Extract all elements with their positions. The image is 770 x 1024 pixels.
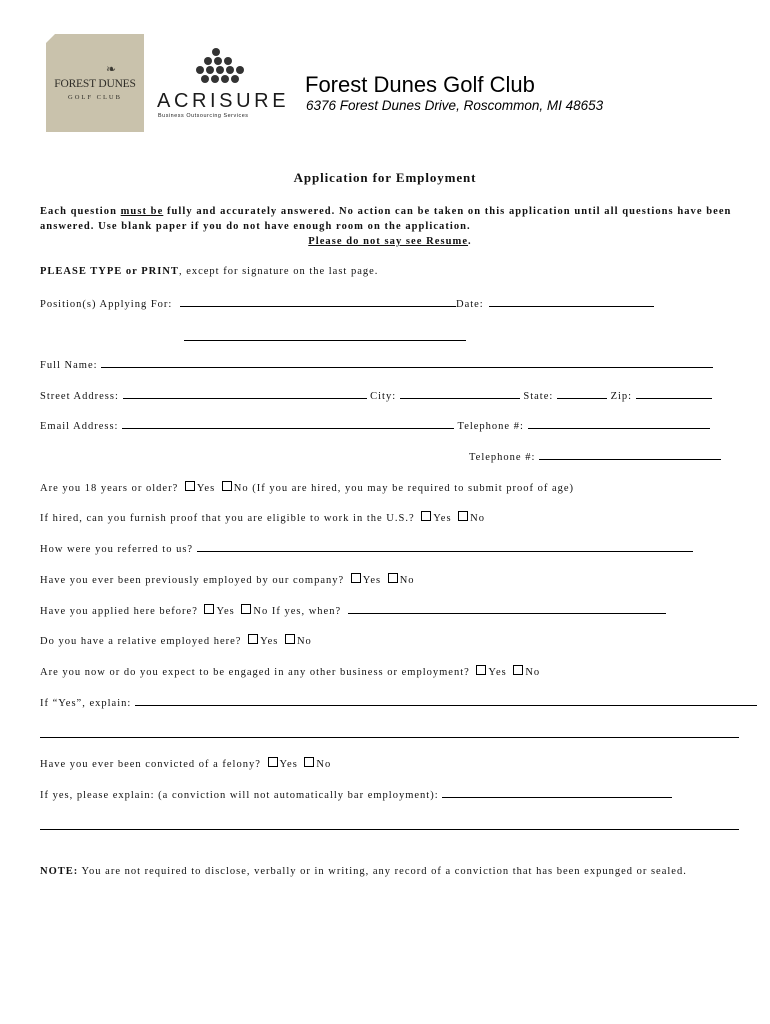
applied-when-label: If yes, when? [271, 606, 342, 617]
yes-label: Yes [279, 759, 298, 770]
city-label: City: [370, 391, 397, 402]
referred-field[interactable] [197, 542, 693, 552]
acrisure-logo [152, 46, 290, 122]
felony-question-text: Have you ever been convicted of a felony? [40, 759, 261, 770]
forest-dunes-logo [46, 34, 144, 132]
zip-label: Zip: [610, 391, 633, 402]
position-row [40, 297, 654, 310]
no-label: No [470, 513, 486, 524]
eligible-question-text: If hired, can you furnish proof that you are eligible to work in the U.S.? [40, 513, 415, 524]
acrisure-wordmark: ACRISURE [157, 90, 290, 112]
fullname-row [40, 358, 713, 371]
instructions-paragraph [40, 204, 740, 249]
date-label: Date: [455, 299, 484, 310]
street-label: Street Address: [40, 391, 119, 402]
intro-period: . [468, 236, 472, 247]
felony-explain-label: If yes, please explain: (a conviction will not automatically bar employment): [40, 790, 439, 801]
no-label: No [399, 575, 415, 586]
applied-question-text: Have you applied here before? [40, 606, 198, 617]
applied-when-field[interactable] [348, 604, 666, 614]
deer-icon: ❧ [106, 62, 117, 76]
resume-notice: Please do not say see Resume [308, 236, 469, 247]
relative-question [40, 634, 312, 647]
email-field[interactable] [122, 419, 454, 429]
yes-label: Yes [362, 575, 382, 586]
applied-before-question [40, 604, 666, 617]
previous-yes-checkbox[interactable] [351, 573, 361, 583]
no-label: No [296, 636, 312, 647]
felony-explain-row [40, 788, 672, 801]
position-label: Position(s) Applying For: [40, 299, 173, 310]
age-question [40, 481, 574, 494]
position-field-2[interactable] [184, 340, 466, 341]
age-yes-checkbox[interactable] [185, 481, 195, 491]
note-label: NOTE: [40, 866, 79, 877]
age-question-text: Are you 18 years or older? [40, 483, 179, 494]
print-instruction [40, 266, 378, 277]
forest-dunes-logo-line2: GOLF CLUB [68, 94, 122, 101]
age-note: (If you are hired, you may be required to submit proof of age) [252, 483, 575, 494]
previous-question-text: Have you ever been previously employed by our company? [40, 575, 345, 586]
telephone-label: Telephone #: [457, 421, 524, 432]
age-no-checkbox[interactable] [222, 481, 232, 491]
no-label: No [233, 483, 249, 494]
referred-question [40, 542, 693, 555]
yes-label: Yes [433, 513, 452, 524]
other-business-question [40, 665, 540, 678]
relative-no-checkbox[interactable] [285, 634, 295, 644]
date-field[interactable] [489, 297, 654, 307]
felony-explain-field-2[interactable] [40, 829, 739, 830]
state-label: State: [523, 391, 554, 402]
telephone2-label: Telephone #: [469, 452, 536, 463]
explain-label: If “Yes”, explain: [40, 698, 132, 709]
felony-question [40, 757, 331, 770]
no-label: No [253, 606, 269, 617]
yes-label: Yes [260, 636, 279, 647]
forest-dunes-logo-line1: FOREST DUNES [54, 78, 136, 90]
email-label: Email Address: [40, 421, 119, 432]
eligible-no-checkbox[interactable] [458, 511, 468, 521]
yes-label: Yes [216, 606, 235, 617]
club-name: Forest Dunes Golf Club [305, 72, 535, 97]
print-rest: , except for signature on the last page. [178, 266, 379, 277]
relative-yes-checkbox[interactable] [248, 634, 258, 644]
street-field[interactable] [123, 389, 367, 399]
felony-yes-checkbox[interactable] [268, 757, 278, 767]
acrisure-tagline: Business Outsourcing Services [158, 113, 249, 119]
previous-employment-question [40, 573, 415, 586]
zip-field[interactable] [636, 389, 712, 399]
email-row [40, 419, 710, 432]
note-text: You are not required to disclose, verbally or in writing, any record of a conviction that has been expunged or sealed. [78, 866, 687, 877]
relative-question-text: Do you have a relative employed here? [40, 636, 242, 647]
fullname-label: Full Name: [40, 360, 98, 371]
yes-label: Yes [196, 483, 216, 494]
print-bold: PLEASE TYPE or PRINT [40, 266, 179, 277]
no-label: No [525, 667, 541, 678]
other-no-checkbox[interactable] [513, 665, 523, 675]
other-yes-checkbox[interactable] [476, 665, 486, 675]
city-field[interactable] [400, 389, 520, 399]
yes-label: Yes [488, 667, 507, 678]
eligible-yes-checkbox[interactable] [421, 511, 431, 521]
intro-text: Each question [40, 206, 121, 217]
address-row [40, 389, 712, 402]
club-address: 6376 Forest Dunes Drive, Roscommon, MI 48653 [306, 98, 604, 113]
explain-field-2[interactable] [40, 737, 739, 738]
applied-no-checkbox[interactable] [241, 604, 251, 614]
fullname-field[interactable] [101, 358, 713, 368]
telephone2-row [469, 450, 721, 463]
felony-explain-field[interactable] [442, 788, 672, 798]
state-field[interactable] [557, 389, 607, 399]
felony-no-checkbox[interactable] [304, 757, 314, 767]
telephone2-field[interactable] [539, 450, 721, 460]
note-paragraph [40, 864, 740, 880]
previous-no-checkbox[interactable] [388, 573, 398, 583]
form-title: Application for Employment [293, 170, 477, 185]
telephone-field[interactable] [528, 419, 710, 429]
no-label: No [316, 759, 332, 770]
other-business-question-text: Are you now or do you expect to be engaged in any other business or employment? [40, 667, 470, 678]
referred-question-text: How were you referred to us? [40, 544, 194, 555]
applied-yes-checkbox[interactable] [204, 604, 214, 614]
intro-must-be: must be [120, 206, 164, 217]
position-field[interactable] [180, 297, 456, 307]
explain-field[interactable] [135, 696, 757, 706]
intro-text-2: fully and accurately answered. No action can be taken on this application until all questions have been answered. Use blank paper if you do not have enough room on the application. [40, 206, 732, 232]
explain-row [40, 696, 757, 709]
eligible-question [40, 511, 485, 524]
